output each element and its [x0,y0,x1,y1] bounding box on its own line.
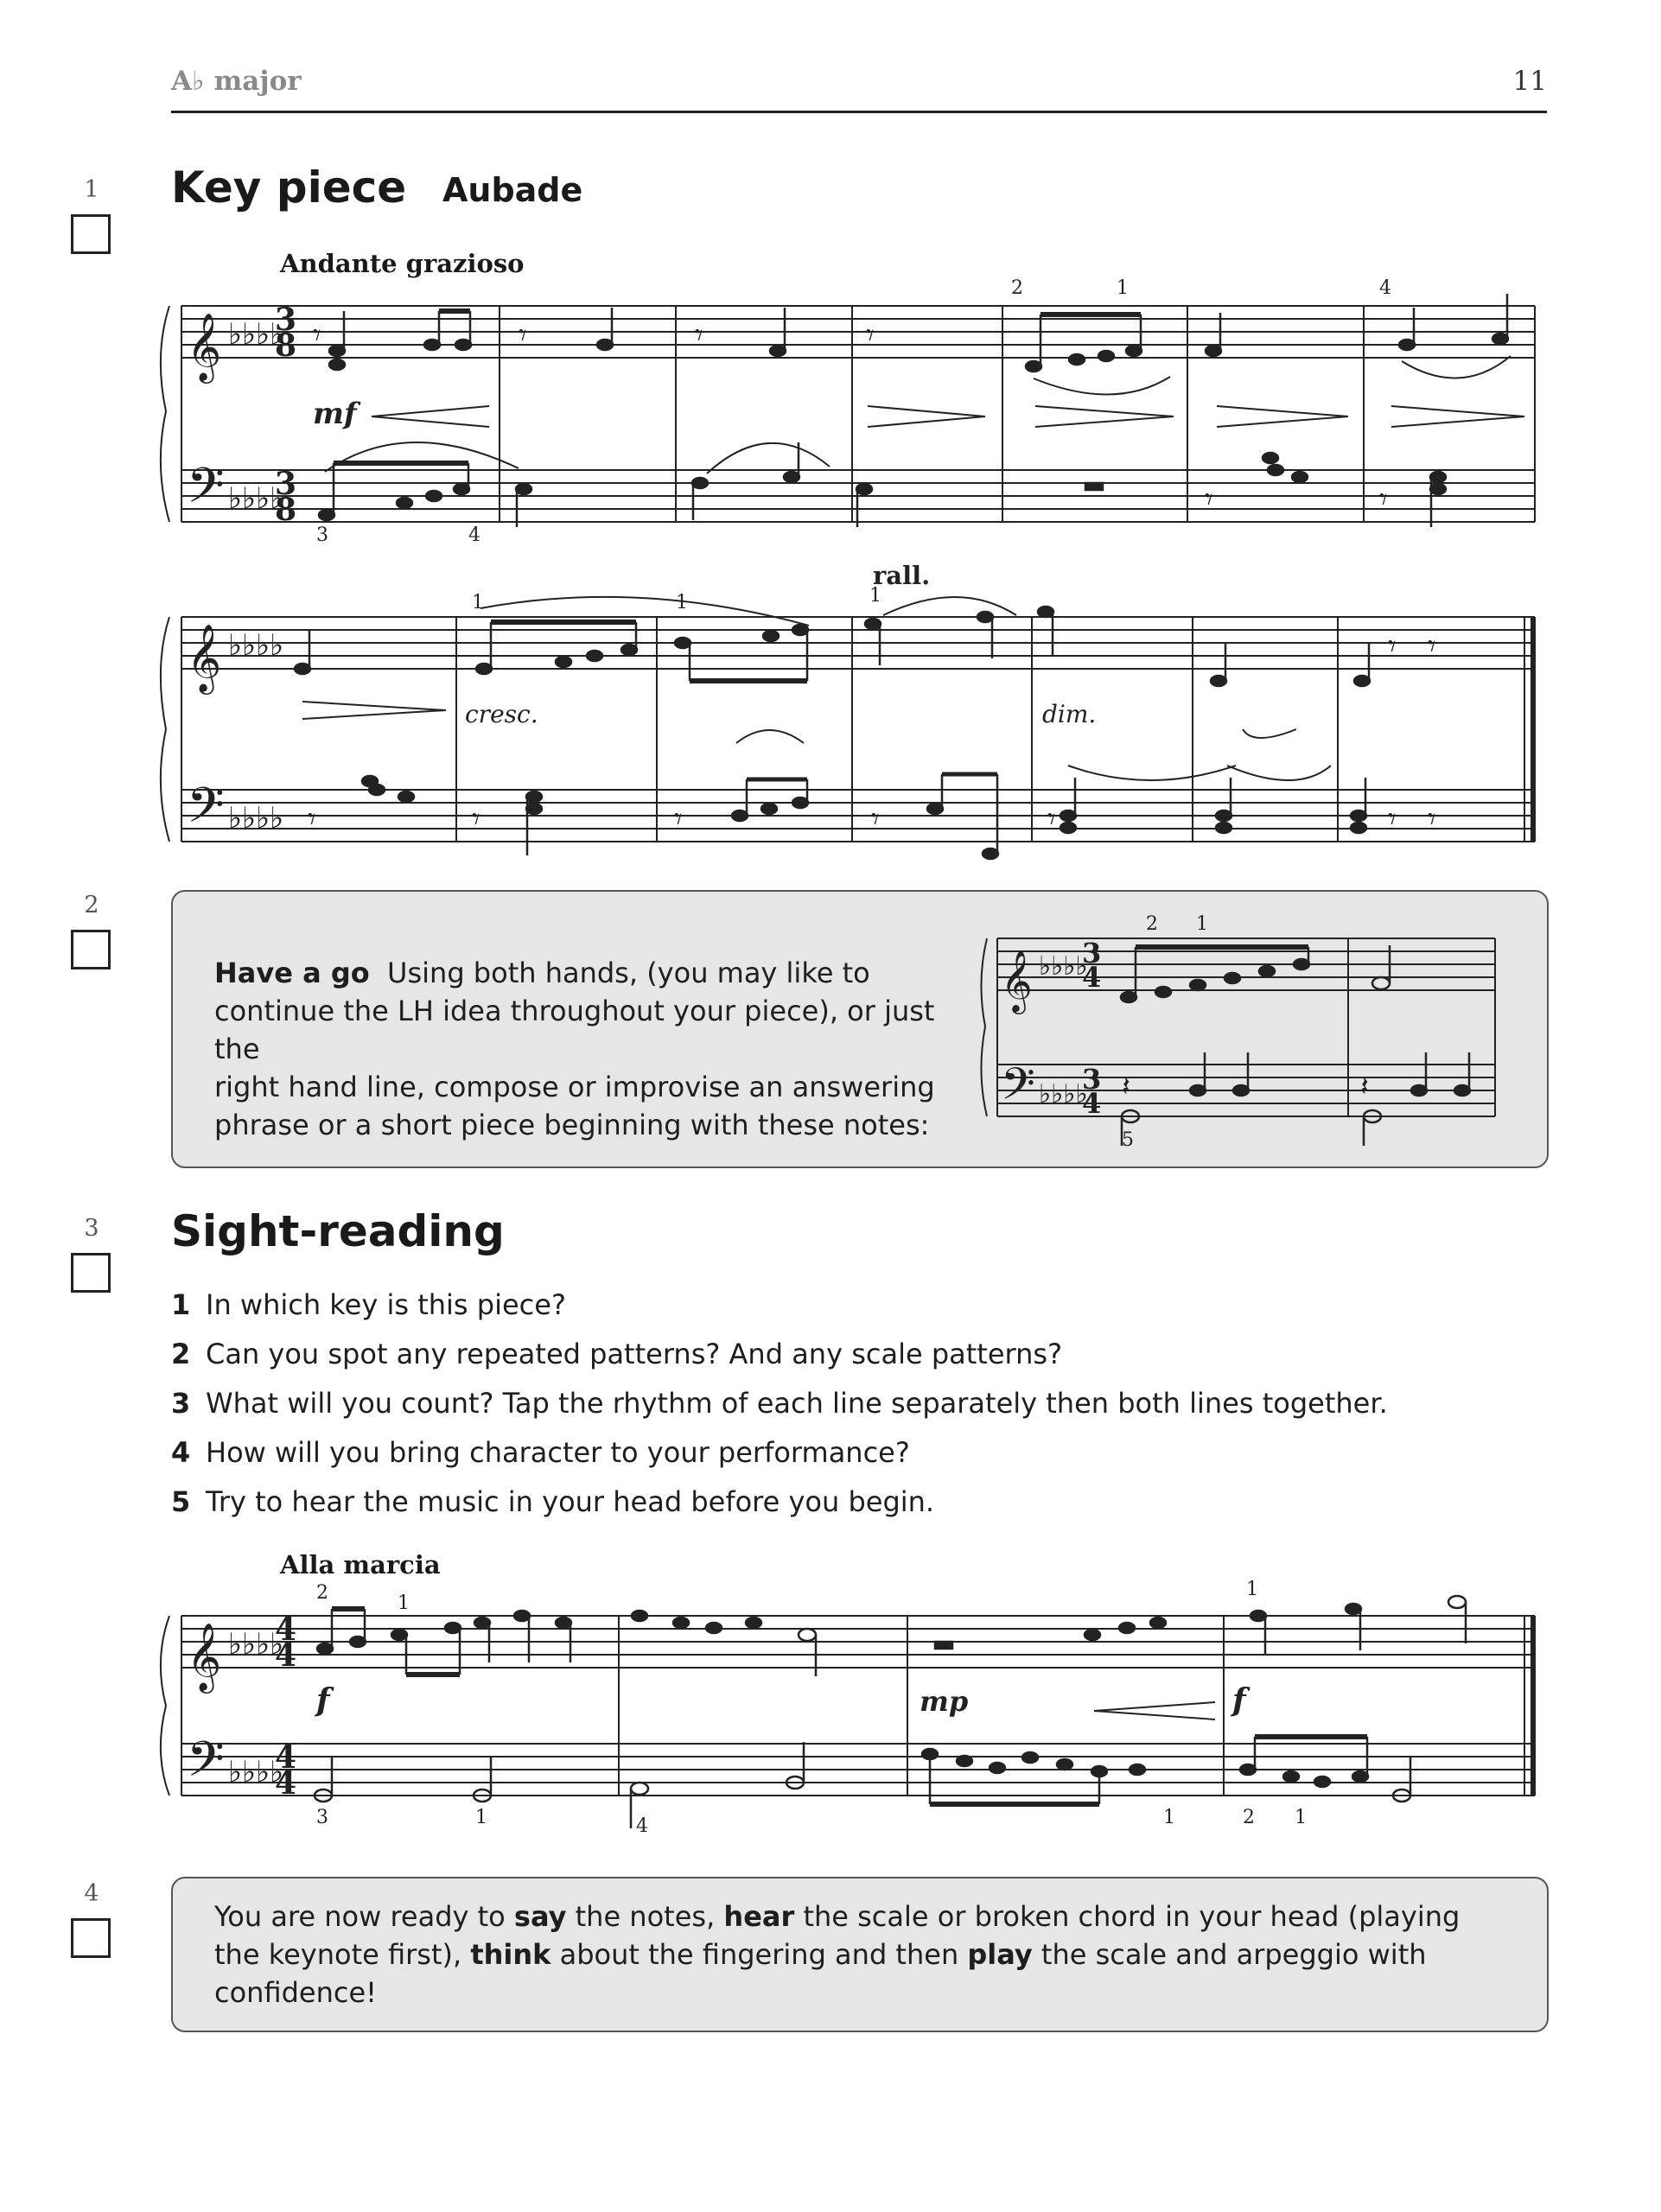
note [1263,453,1278,463]
svg-text:♭♭♭♭: ♭♭♭♭ [228,1755,284,1789]
list-item: 4 How will you bring character to your performance? [171,1436,910,1469]
fingering: 1 [869,585,881,607]
note [516,484,531,494]
key-signature: ♭♭♭♭ [228,317,284,352]
key-signature: ♭♭♭♭ [228,628,284,663]
fingering: 1 [1246,1579,1258,1600]
system-2-bass-staff [181,790,1535,842]
slur [1243,729,1296,738]
sight-reading-title: Sight-reading [171,1206,505,1256]
note [1372,977,1390,989]
have-a-go-line3: right hand line, compose or improvise an answering [214,1071,935,1103]
svg-text:𝄾: 𝄾 [695,318,703,353]
note [1121,992,1136,1002]
key-signature: ♭♭♭♭ [228,481,284,516]
svg-text:♭♭♭♭: ♭♭♭♭ [1039,951,1088,982]
page-number: 11 [1512,66,1547,97]
slur [707,443,830,474]
have-a-go-line2: continue the LH idea throughout your piece), or just the [214,995,935,1065]
treble-clef: 𝄞 [187,313,222,381]
dynamic-f: f [316,1682,330,1719]
key-piece-title: Key piece [171,162,407,213]
system-2-treble-staff [181,617,1535,669]
svg-text:4: 4 [1082,1087,1102,1120]
bass-clef: 𝄢 [187,458,225,526]
sight-reading-score [0,1573,1661,1849]
fingering: 1 [1163,1807,1175,1828]
note [1251,1611,1266,1621]
keyword-say: say [513,1900,567,1933]
hairpin-diminuendo [868,406,985,427]
keyword-hear: hear [723,1900,795,1933]
note [927,804,943,814]
svg-text:8: 8 [275,327,297,364]
note [865,619,881,629]
note [1060,810,1076,821]
list-item: 2 Can you spot any repeated patterns? And any scale patterns? [171,1338,1063,1370]
time-signature: 4 [275,1611,297,1648]
fingering: 3 [316,1807,328,1828]
hairpin-crescendo [1035,406,1174,427]
header-rule [171,111,1547,113]
section-number-4: 4 [84,1880,99,1907]
note [1038,607,1053,617]
hairpin-diminuendo [1391,406,1524,427]
hairpin-diminuendo [302,702,446,719]
fingering: 2 [316,1582,328,1604]
system-2-barlines [181,617,1524,842]
fingering: 4 [636,1815,648,1837]
slur [1034,377,1170,395]
time-signature: 4 [275,1739,297,1776]
have-a-go-line4: phrase or a short piece beginning with these notes: [214,1109,930,1141]
svg-text:𝄞: 𝄞 [1001,949,1033,1012]
key-signature: ♭♭♭♭ [228,801,284,836]
slur [736,730,804,743]
system-1-brace [161,306,169,522]
svg-text:𝄢: 𝄢 [1001,1058,1035,1121]
system-1-treble-staff [181,306,1535,358]
note [329,359,345,370]
section-checkbox-1[interactable] [71,214,111,254]
note [1216,810,1231,821]
note [1430,472,1446,482]
note [295,664,310,674]
note [319,510,334,520]
sight-reading-tempo: Alla marcia [280,1550,441,1580]
dynamic-cresc: cresc. [465,700,538,728]
svg-text:𝄾: 𝄾 [472,802,480,837]
note [1354,676,1370,686]
fingering: 1 [1117,277,1129,299]
section-checkbox-4[interactable] [71,1918,111,1958]
svg-text:𝄾: 𝄾 [871,802,880,837]
svg-text:4: 4 [1082,961,1102,994]
svg-text:𝄾: 𝄾 [1205,482,1213,518]
list-item: 1 In which key is this piece? [171,1288,566,1321]
svg-text:8: 8 [275,492,297,528]
fingering: 1 [398,1592,410,1614]
note [1190,1085,1206,1096]
rest: 𝄽 [1122,1070,1130,1103]
svg-text:4: 4 [275,1765,297,1802]
dynamic-f: f [1232,1682,1246,1719]
keyword-think: think [470,1938,551,1971]
section-checkbox-2[interactable] [71,930,111,969]
note [597,340,613,350]
have-a-go-line1: Using both hands, (you may like to [387,957,870,989]
svg-text:𝄾: 𝄾 [674,802,683,837]
fingering: 4 [468,524,480,546]
note [1411,1085,1427,1096]
fingering: 2 [1146,913,1158,935]
note [770,346,786,356]
treble-clef: 𝄞 [187,1623,222,1691]
time-signature: 3 [275,302,297,338]
slur [325,442,519,472]
slur [883,597,1016,615]
hairpin-crescendo [1094,1702,1215,1719]
dynamic-mf: mf [313,397,357,431]
note [1492,334,1508,344]
treble-clef: 𝄞 [187,624,222,692]
note [1351,810,1366,821]
note [1085,1630,1100,1640]
svg-text:𝄾: 𝄾 [1047,802,1056,837]
note [692,478,708,488]
fingering: 2 [1011,277,1023,299]
bass-clef: 𝄢 [187,778,225,846]
keyword-play: play [967,1938,1033,1971]
time-signature: 3 [275,466,297,502]
dynamic-dim: dim. [1042,700,1097,728]
fingering: 1 [676,592,688,613]
fingering: 3 [316,524,328,546]
slur [1227,766,1331,780]
note [784,472,799,482]
note [856,484,872,494]
svg-text:𝄾: 𝄾 [866,318,875,353]
svg-text:4: 4 [275,1637,297,1674]
svg-text:3: 3 [1082,937,1102,969]
fingering: 2 [1243,1807,1255,1828]
fingering: 4 [1379,277,1391,299]
svg-text:𝄾: 𝄾 [1379,482,1388,518]
sight-reading-questions [171,1287,1388,1534]
fingering: 1 [475,1807,487,1828]
hairpin-crescendo [372,406,489,427]
ready-panel [171,1877,1549,2032]
slur [1068,766,1236,780]
svg-text:𝄽: 𝄽 [1360,1070,1369,1103]
have-a-go-score [977,895,1512,1154]
section-number-1: 1 [84,176,99,203]
svg-text:♭♭♭♭: ♭♭♭♭ [228,1627,284,1662]
key-label: A♭ major [171,66,302,97]
svg-text:♭♭♭♭: ♭♭♭♭ [1039,1079,1088,1109]
note [675,638,690,648]
slur [1402,356,1511,378]
note [329,346,345,356]
whole-rest [1085,483,1103,490]
svg-text:𝄾: 𝄾 [308,802,316,837]
note [1211,676,1226,686]
note [317,1643,333,1654]
have-a-go-panel [171,890,1549,1168]
have-a-go-lead: Have a go [214,957,370,989]
note [632,1611,647,1621]
svg-text:3: 3 [1082,1063,1102,1096]
svg-text:𝄾: 𝄾 [1388,629,1397,664]
fingering: 5 [1122,1129,1134,1151]
note [732,810,748,821]
svg-text:𝄾: 𝄾 [1388,802,1397,837]
half-rest [935,1642,952,1649]
have-a-go-text [214,954,975,1144]
note [424,340,440,350]
system-2-brace [161,617,169,842]
svg-text:𝄾: 𝄾 [1428,802,1436,837]
key-piece-subtitle: Aubade [442,171,583,209]
section-checkbox-3[interactable] [71,1253,111,1293]
note [1026,361,1041,372]
section-number-2: 2 [84,892,99,918]
list-item: 3 What will you count? Tap the rhythm of each line separately then both lines together. [171,1387,1388,1420]
dynamic-mp: mp [920,1685,969,1718]
bass-clef: 𝄢 [187,1732,225,1800]
fingering: 1 [472,592,484,613]
rest: 𝄾 [313,318,321,353]
note [1206,346,1221,356]
note [977,612,993,622]
section-number-3: 3 [84,1215,99,1242]
fingering: 1 [1295,1807,1307,1828]
note [476,664,492,674]
svg-text:𝄾: 𝄾 [519,318,527,353]
fingering: 1 [1196,913,1208,935]
tempo-marking: Andante grazioso [280,249,525,278]
ready-text: You are now ready to say the notes, hear the scale or broken chord in your head (playing the keynote first), think about the fingering and then play the scale and arpeggio with confidence! [214,1900,1461,2009]
svg-text:𝄾: 𝄾 [1428,629,1436,664]
rall-marking: rall. [873,561,931,590]
note [526,791,542,802]
hairpin-diminuendo [1217,406,1348,427]
list-item: 5 Try to hear the music in your head before you begin. [171,1485,935,1518]
note [1399,340,1415,350]
